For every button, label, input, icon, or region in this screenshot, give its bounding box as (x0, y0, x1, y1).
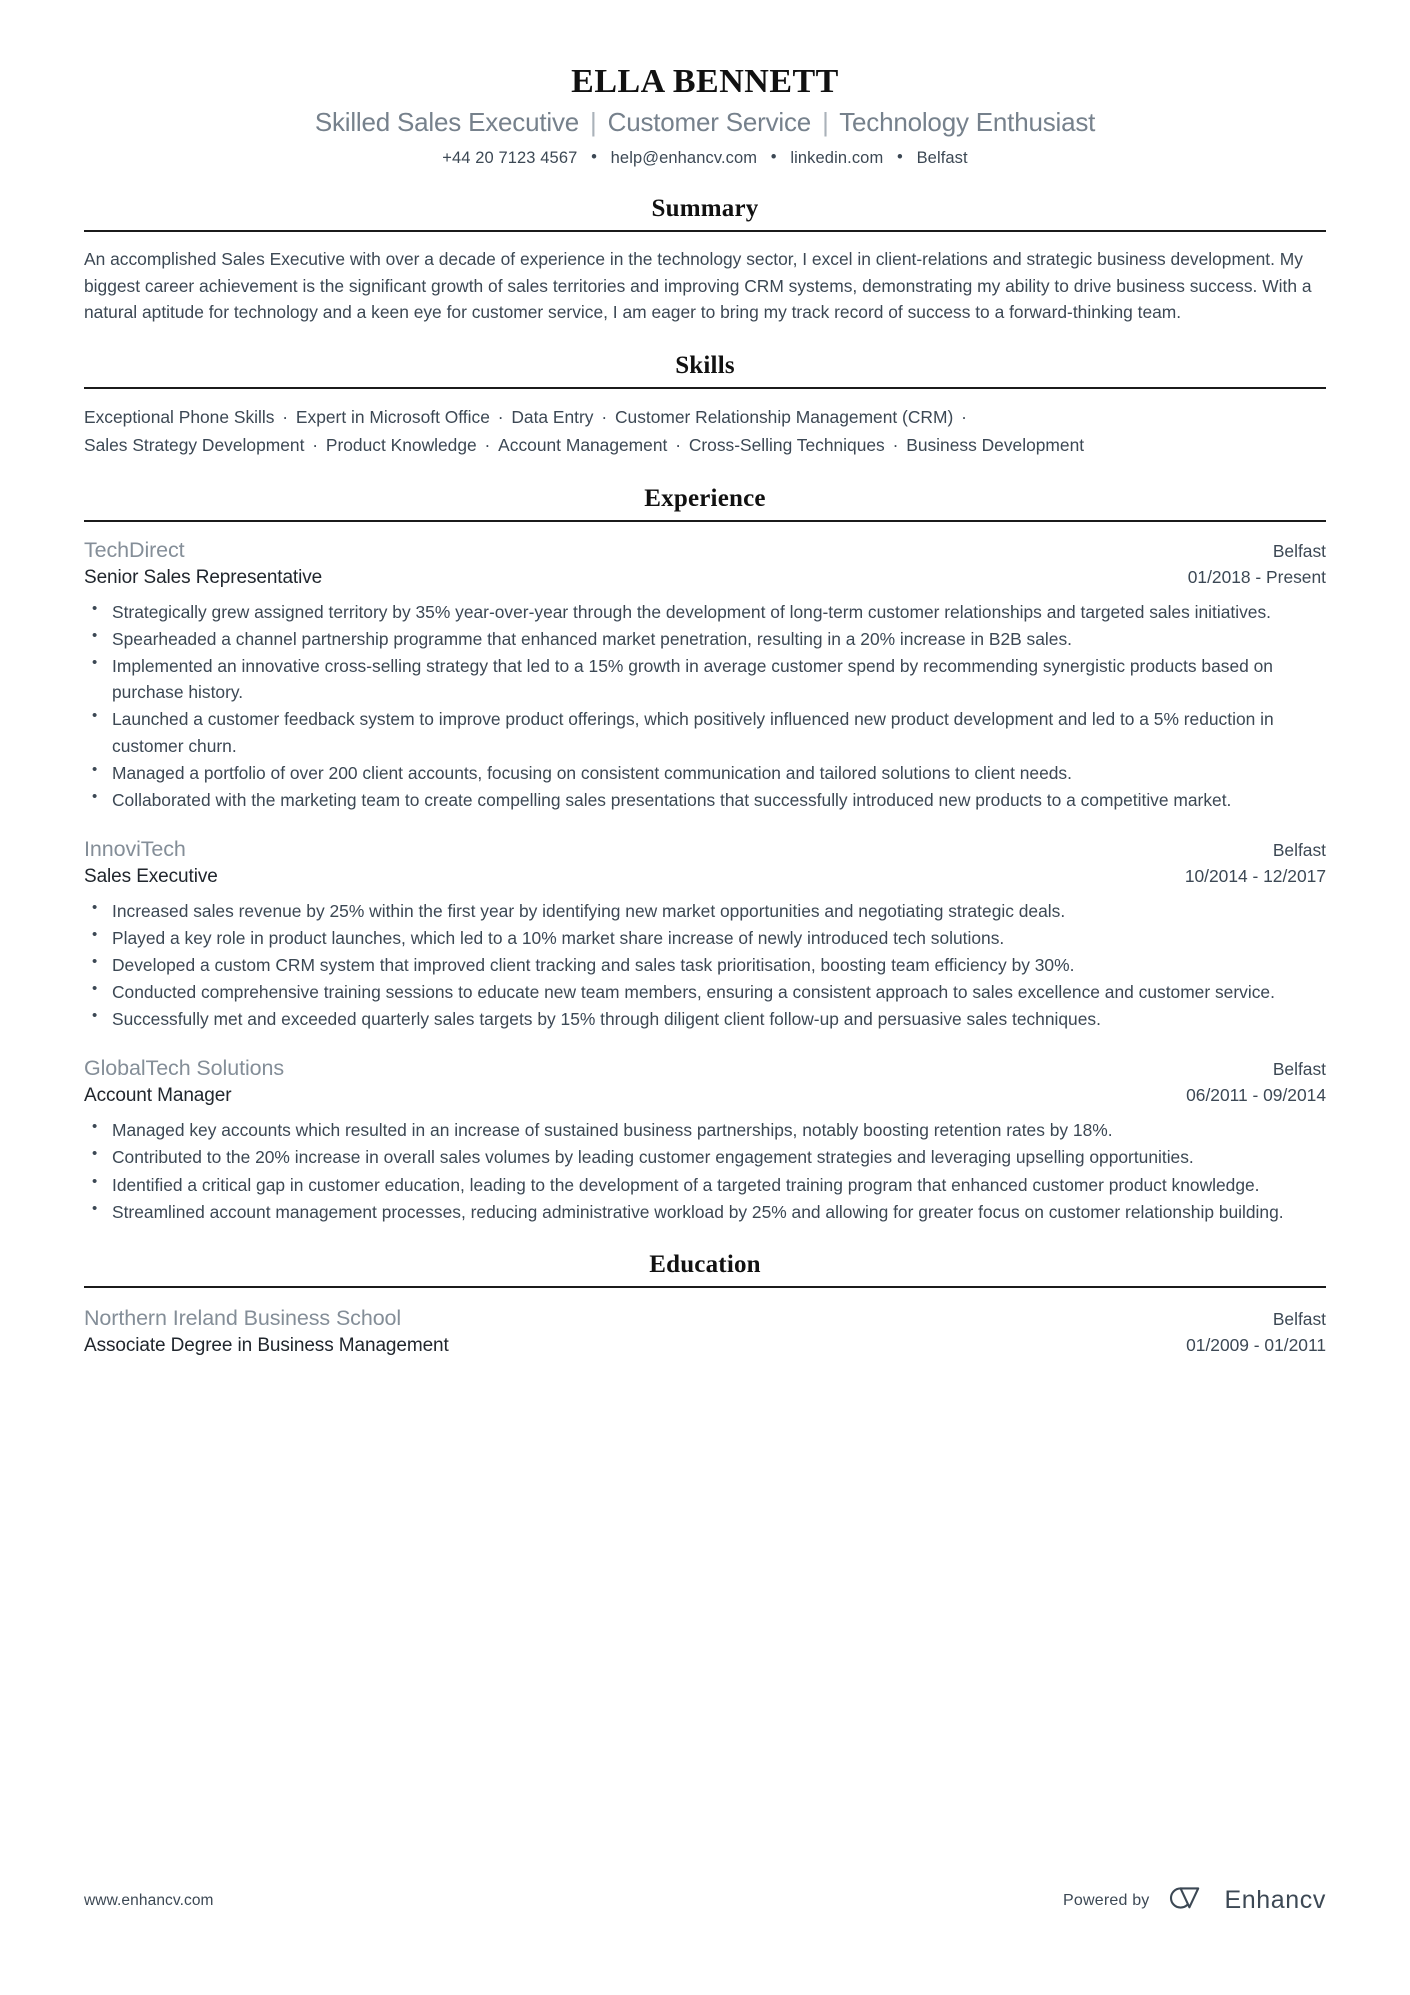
experience-entry (84, 1054, 1326, 1224)
bullet-item: • Strategically grew assigned territory by 35% year-over-year through the development of long-term customer relationships and targeted sales initiatives. (84, 599, 1326, 625)
headline-part-2: Customer Service (607, 107, 812, 138)
enhancv-infinity-logo-icon (1168, 1884, 1214, 1917)
skill-item: Account Management (498, 434, 668, 455)
entry-header-row (84, 1054, 1326, 1083)
skill-separator-icon: · (277, 406, 293, 427)
bullet-item: • Managed a portfolio of over 200 client accounts, focusing on consistent communication and tailored solutions to client needs. (84, 760, 1326, 786)
skill-item: Data Entry (511, 406, 594, 427)
education-entry (84, 1304, 1326, 1360)
entry-job-title: Senior Sales Representative (84, 567, 323, 588)
candidate-name: ELLA BENNETT (571, 63, 839, 100)
bullet-item: • Collaborated with the marketing team to create compelling sales presentations that successfully introduced new products to a competitive market. (84, 787, 1326, 813)
entry-degree: Associate Degree in Business Management (84, 1334, 449, 1356)
skill-item: Customer Relationship Management (CRM) (614, 406, 954, 427)
bullet-dot-icon: • (591, 147, 597, 166)
skill-separator-icon: · (479, 434, 496, 455)
entry-organization: InnoviTech (84, 836, 186, 861)
candidate-headline (84, 107, 1326, 139)
skill-separator-icon: · (492, 406, 509, 427)
skills-line-1 (84, 403, 1326, 431)
headline-separator-icon: | (590, 107, 597, 138)
bullet-item: • Increased sales revenue by 25% within the first year by identifying new market opportunities and negotiating strategic deals. (84, 898, 1326, 924)
entry-dates: 06/2011 - 09/2014 (1186, 1085, 1326, 1106)
entry-bullet-list (84, 1117, 1326, 1224)
entry-location: Belfast (1272, 839, 1326, 860)
bullet-item: • Played a key role in product launches, which led to a 10% market share increase of newly introduced tech solutions. (84, 925, 1326, 951)
enhancv-brand-lockup[interactable] (1168, 1884, 1327, 1917)
bullet-item: • Implemented an innovative cross-selling strategy that led to a 15% growth in average customer spend by recommending synergistic products based on purchase history. (84, 653, 1326, 705)
bullet-item: • Developed a custom CRM system that improved client tracking and sales task prioritisation, boosting team efficiency by 30%. (84, 952, 1326, 978)
entry-location: Belfast (1272, 1308, 1326, 1329)
bullet-dot-icon: • (770, 147, 777, 166)
section-summary (84, 195, 1326, 325)
skill-separator-icon: · (956, 406, 967, 427)
entry-subheader-row (84, 864, 1326, 891)
entry-job-title: Sales Executive (84, 865, 218, 887)
entry-dates: 01/2009 - 01/2011 (1186, 1334, 1326, 1355)
headline-part-1: Skilled Sales Executive (314, 107, 580, 138)
entry-header-row (84, 536, 1326, 565)
section-title-experience: Experience (644, 484, 766, 512)
skill-item: Business Development (906, 434, 1085, 455)
footer-website-url[interactable]: www.enhancv.com (84, 1891, 214, 1909)
entry-subheader-row (84, 1333, 1326, 1360)
skill-item: Cross-Selling Techniques (688, 434, 885, 455)
enhancv-brand-name: Enhancv (1224, 1886, 1326, 1914)
summary-paragraph: An accomplished Sales Executive with over a decade of experience in the technology sector, I excel in client-relations and strategic business development. My biggest career achievement is the significant growth of sales territories and improving CRM systems, demonstrating my ability to drive business success. With a natural aptitude for technology and a keen eye for customer service, I am eager to bring my track record of success to a forward-thinking team. (84, 249, 1312, 323)
bullet-item: • Successfully met and exceeded quarterly sales targets by 15% through diligent client follow-up and persuasive sales techniques. (84, 1006, 1326, 1032)
skill-separator-icon: · (887, 434, 904, 455)
section-education (84, 1251, 1326, 1360)
entry-organization: TechDirect (84, 537, 185, 562)
skill-item: Product Knowledge (325, 434, 477, 455)
experience-entry (84, 835, 1326, 1033)
contact-linkedin[interactable]: linkedin.com (790, 148, 884, 167)
entry-organization: GlobalTech Solutions (84, 1056, 284, 1081)
entry-location: Belfast (1272, 1059, 1326, 1080)
section-title-skills: Skills (675, 351, 735, 379)
entry-subheader-row (84, 1083, 1326, 1110)
contact-phone: +44 20 7123 4567 (442, 148, 578, 167)
entry-bullet-list (84, 898, 1326, 1033)
contact-location: Belfast (916, 148, 968, 167)
section-title-summary: Summary (651, 195, 759, 223)
entry-job-title: Account Manager (84, 1085, 232, 1107)
skills-line-2 (84, 431, 1326, 459)
skill-separator-icon: · (670, 434, 686, 455)
bullet-item: • Contributed to the 20% increase in overall sales volumes by leading customer engagement strategies and leveraging upselling opportunities. (84, 1144, 1326, 1170)
entry-header-row (84, 1304, 1326, 1333)
contact-email[interactable]: help@enhancv.com (610, 148, 758, 167)
experience-entry (84, 536, 1326, 813)
section-title-education: Education (649, 1250, 761, 1278)
entry-organization: Northern Ireland Business School (84, 1305, 402, 1330)
entry-header-row (84, 835, 1326, 864)
footer-branding (1063, 1884, 1326, 1917)
skill-item: Expert in Microsoft Office (295, 406, 490, 427)
headline-part-3: Technology Enthusiast (839, 107, 1096, 138)
bullet-dot-icon: • (896, 147, 903, 166)
powered-by-label: Powered by (1063, 1891, 1150, 1909)
skill-separator-icon: · (307, 434, 323, 455)
entry-bullet-list (84, 599, 1326, 813)
bullet-item: • Conducted comprehensive training sessions to educate new team members, ensuring a consistent approach to sales excellence and customer service. (84, 979, 1326, 1005)
page-footer (84, 1884, 1326, 1917)
contact-info (84, 148, 1326, 169)
section-experience (84, 485, 1326, 1225)
bullet-item: • Launched a customer feedback system to improve product offerings, which positively influenced new product development and led to a 5% reduction in customer churn. (84, 706, 1326, 758)
skill-separator-icon: · (596, 406, 612, 427)
entry-dates: 10/2014 - 12/2017 (1184, 865, 1326, 886)
entry-subheader-row (84, 565, 1326, 592)
entry-dates: 01/2018 - Present (1187, 567, 1326, 587)
bullet-item: • Identified a critical gap in customer education, leading to the development of a targeted training program that enhanced customer product knowledge. (84, 1172, 1326, 1198)
entry-location: Belfast (1272, 540, 1326, 561)
headline-separator-icon: | (822, 107, 829, 138)
skill-item: Sales Strategy Development (84, 434, 305, 455)
skill-item: Exceptional Phone Skills (84, 406, 275, 427)
bullet-item: • Streamlined account management processes, reducing administrative workload by 25% and allowing for greater focus on customer relationship building. (84, 1199, 1326, 1225)
resume-header (84, 0, 1326, 169)
bullet-item: • Managed key accounts which resulted in an increase of sustained business partnerships, notably boosting retention rates by 18%. (84, 1117, 1326, 1143)
section-skills (84, 352, 1326, 459)
bullet-item: • Spearheaded a channel partnership programme that enhanced market penetration, resulting in a 20% increase in B2B sales. (84, 626, 1326, 652)
